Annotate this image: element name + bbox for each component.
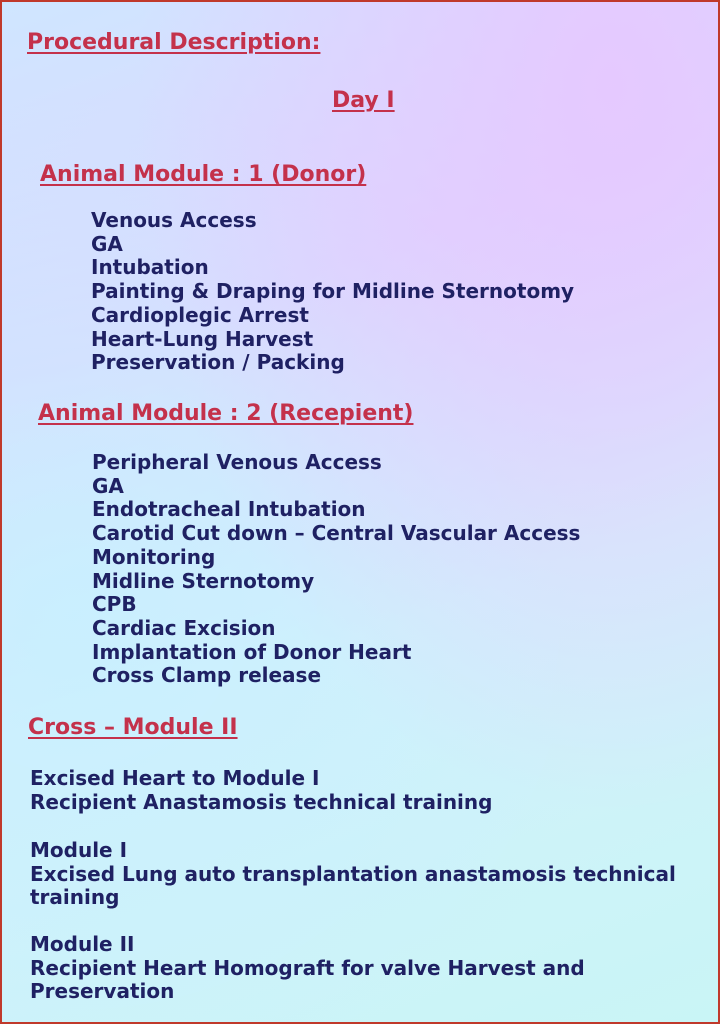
list-item: Module I <box>30 838 128 862</box>
list-item: Excised Heart to Module I <box>30 766 320 790</box>
list-item: training <box>30 885 120 910</box>
cross-group-1 <box>30 767 492 814</box>
list-item: Cardiac Excision <box>92 615 276 640</box>
list-item: Cross Clamp release <box>92 663 322 688</box>
list-item: Endotracheal Intubation <box>92 497 366 522</box>
list-item: Preservation <box>30 979 175 1004</box>
list-item: CPB <box>92 592 137 617</box>
list-item: Recipient Anastamosis technical training <box>30 789 493 814</box>
list-item: GA <box>92 473 124 498</box>
day-heading: Day I <box>332 88 395 113</box>
list-item: Monitoring <box>92 544 216 569</box>
list-item: Midline Sternotomy <box>92 568 315 593</box>
list-item: Carotid Cut down – Central Vascular Access <box>92 521 581 546</box>
module1-list <box>91 209 574 375</box>
module2-heading: Animal Module : 2 (Recepient) <box>38 401 414 426</box>
list-item: Cardioplegic Arrest <box>91 302 309 327</box>
list-item: Venous Access <box>91 208 257 232</box>
cross-group-2 <box>30 839 676 910</box>
list-item: Painting & Draping for Midline Sternotomy <box>91 279 575 304</box>
page-title: Procedural Description: <box>27 30 321 55</box>
cross-group-3 <box>30 933 585 1004</box>
list-item: Module II <box>30 932 135 956</box>
list-item: Preservation / Packing <box>91 350 345 375</box>
list-item: Implantation of Donor Heart <box>92 639 412 664</box>
module1-heading: Animal Module : 1 (Donor) <box>40 162 367 187</box>
list-item: Recipient Heart Homograft for valve Harvest and <box>30 955 585 980</box>
list-item: Intubation <box>91 255 209 280</box>
module2-list <box>92 451 580 688</box>
cross-module-heading: Cross – Module II <box>28 715 238 740</box>
list-item: GA <box>91 231 123 256</box>
list-item: Excised Lung auto transplantation anastamosis technical <box>30 861 676 886</box>
list-item: Peripheral Venous Access <box>92 450 382 474</box>
list-item: Heart-Lung Harvest <box>91 326 314 351</box>
